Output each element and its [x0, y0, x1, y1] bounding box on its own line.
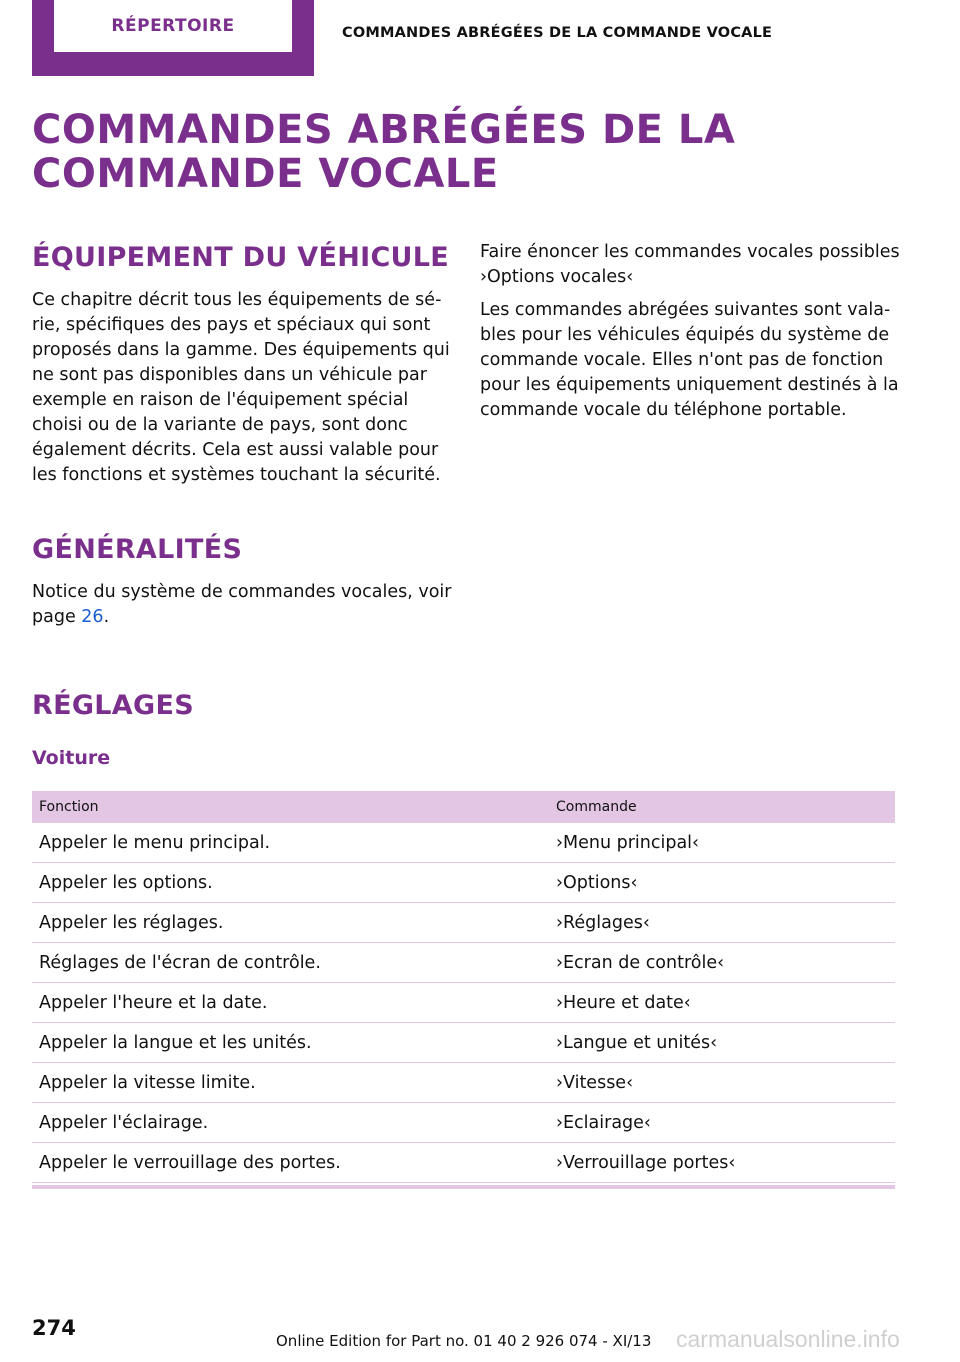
cell-fonction: Appeler l'heure et la date.	[39, 992, 268, 1013]
cell-commande: ›Vitesse‹	[556, 1072, 634, 1093]
cell-fonction: Appeler l'éclairage.	[39, 1112, 209, 1133]
cell-commande: ›Heure et date‹	[556, 992, 691, 1013]
table-row	[32, 1103, 895, 1143]
page-link[interactable]: 26	[81, 607, 104, 627]
table-body	[32, 823, 895, 1183]
cell-commande: ›Menu principal‹	[556, 832, 700, 853]
watermark: carmanualsonline.info	[676, 1326, 900, 1352]
generalites-text-before: Notice du système de commandes vocales, voir page	[32, 582, 452, 627]
cell-commande: ›Options‹	[556, 872, 638, 893]
table-row	[32, 863, 895, 903]
voice-options-text: Faire énoncer les commandes vocales possibles ›Options vocales‹	[480, 242, 900, 287]
cell-fonction: Appeler les réglages.	[39, 912, 224, 933]
column-header-fonction: Fonction	[39, 799, 99, 815]
commands-table	[32, 791, 895, 1189]
generalites-text	[32, 580, 452, 630]
section-heading-generalites: GÉNÉRALITÉS	[32, 534, 243, 565]
tab-directory[interactable]	[32, 0, 314, 76]
cell-commande: ›Verrouillage portes‹	[556, 1152, 736, 1173]
section-heading-equipement: ÉQUIPEMENT DU VÉHICULE	[32, 242, 450, 273]
edition-note: Online Edition for Part no. 01 40 2 926 074 - XI/13	[276, 1332, 652, 1350]
cell-fonction: Appeler le menu principal.	[39, 832, 271, 853]
table-row	[32, 1063, 895, 1103]
shortcut-commands-text: Les commandes abrégées suivantes sont valables pour les véhicules équipés du système de commande vocale. Elles n'ont pas de fonction pour les équipements uniquement destinés à la commande vocale du téléphone portable.	[480, 300, 899, 420]
table-row	[32, 1023, 895, 1063]
tab-directory-label[interactable]: RÉPERTOIRE	[54, 0, 292, 52]
page-number: 274	[32, 1316, 76, 1340]
column-header-commande: Commande	[556, 799, 637, 815]
header-tab-bar	[0, 0, 960, 76]
right-column	[480, 240, 900, 431]
cell-fonction: Appeler les options.	[39, 872, 213, 893]
table-header	[32, 791, 895, 823]
table-row	[32, 1143, 895, 1183]
table-row	[32, 983, 895, 1023]
cell-commande: ›Langue et unités‹	[556, 1032, 718, 1053]
equipement-text: Ce chapitre décrit tous les équipements de série, spécifiques des pays et spéciaux qui sont proposés dans la gamme. Des équipements qui ne sont pas disponibles dans un véhicule par exemple en raison de l'équipement spécial choisi ou de la variante de pays, sont donc également décrits. Cela est aussi valable pour les fonctions et systèmes touchant la sécurité.	[32, 290, 450, 485]
cell-commande: ›Ecran de contrôle‹	[556, 952, 725, 973]
table-row	[32, 823, 895, 863]
table-row	[32, 943, 895, 983]
section-heading-reglages: RÉGLAGES	[32, 690, 194, 721]
subheading-voiture: Voiture	[32, 747, 111, 769]
cell-commande: ›Eclairage‹	[556, 1112, 651, 1133]
cell-commande: ›Réglages‹	[556, 912, 650, 933]
cell-fonction: Appeler la langue et les unités.	[39, 1032, 312, 1053]
page-title: COMMANDES ABRÉGÉES DE LA COMMANDE VOCALE	[32, 107, 736, 197]
table-bottom-rule	[32, 1185, 895, 1189]
tab-current-chapter: COMMANDES ABRÉGÉES DE LA COMMANDE VOCALE	[342, 25, 773, 41]
cell-fonction: Appeler le verrouillage des portes.	[39, 1152, 341, 1173]
table-row	[32, 903, 895, 943]
cell-fonction: Réglages de l'écran de contrôle.	[39, 952, 321, 973]
generalites-text-after: .	[103, 607, 110, 627]
cell-fonction: Appeler la vitesse limite.	[39, 1072, 256, 1093]
left-column	[32, 238, 452, 638]
